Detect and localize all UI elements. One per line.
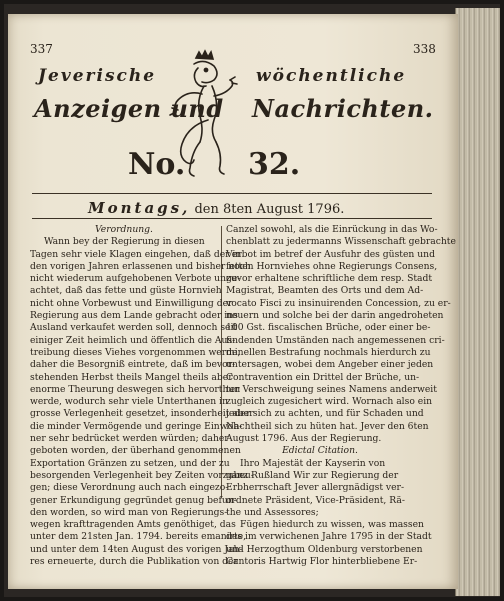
right-column-line: ordnete Präsident, Vice-Präsident, Rä- <box>226 494 405 506</box>
left-column-line: Ausland verkaufet werden soll, dennoch seit <box>30 322 238 334</box>
right-column-line: August 1796. Aus der Regierung. <box>226 433 382 445</box>
right-column-line: Contravention ein Drittel der Brüche, un- <box>226 371 420 383</box>
right-column-line: Erbherrschaft Jever allergnädigst ver- <box>226 482 405 494</box>
left-column-line: res erneuerte, durch die Publikation von der <box>30 556 238 568</box>
left-column-line: wegen krafttragenden Amts genöthiget, das <box>30 519 236 531</box>
left-column-line: treibung dieses Viehes vorgenommen werde, <box>30 346 241 358</box>
right-column-line: Edictal Citation. <box>282 445 358 457</box>
left-column-line: die minder Vermögende und geringe Einwoh- <box>30 420 243 432</box>
left-column-line: Tagen sehr viele Klagen eingehen, daß der in <box>30 248 242 260</box>
rule-bottom <box>32 218 432 219</box>
right-column-line: ter Verschweigung seines Namens anderweit <box>226 383 437 395</box>
right-column-line: Cantoris Hartwig Flor hinterbliebene Er- <box>226 556 418 568</box>
page-number-left: 337 <box>30 42 53 56</box>
left-column-line: enorme Theurung deswegen sich hervorthun <box>30 383 241 395</box>
left-column-line: den worden, so wird man von Regierungs- <box>30 506 228 518</box>
left-column-line: Exportation Gränzen zu setzen, und der zu <box>30 457 230 469</box>
left-column-line: stehenden Herbst theils Mangel theils aber <box>30 371 233 383</box>
left-column-line: werde, wodurch sehr viele Unterthanen in <box>30 396 228 408</box>
masthead-line1-left: Jeverische <box>38 66 157 86</box>
right-column-line: zugleich zugesichert wird. Wornach also ein <box>226 396 433 408</box>
right-column-line: Canzel sowohl, als die Einrückung in das Wo- <box>226 224 438 235</box>
right-column-line: zuvor erhaltene schriftliche dem resp. Stadt <box>226 273 433 285</box>
right-column-line: Verbot im betref der Ausfuhr des güsten und <box>226 248 435 260</box>
right-column-line: untersagen, wobei dem Angeber einer jeden <box>226 359 434 371</box>
issue-number-label: No. <box>128 147 186 182</box>
left-column-line: gen; diese Verordnung auch nach eingezo- <box>30 482 229 494</box>
right-column-line: ganz Rußland Wir zur Regierung der <box>226 469 399 481</box>
right-column <box>226 224 456 568</box>
right-column-line: the und Assessores; <box>226 506 319 518</box>
left-column-line: unter dem 21sten Jan. 1794. bereits emanirte, <box>30 531 247 543</box>
right-column-line: vocato Fisci zu insinuirenden Concession, zu er- <box>226 297 451 309</box>
newspaper-page <box>8 14 458 589</box>
right-column-line: 100 Gst. fiscalischen Brüche, oder einer be- <box>226 322 431 334</box>
left-column-line: einiger Zeit heimlich und öffentlich die Aus- <box>30 334 236 346</box>
left-column <box>30 224 254 568</box>
left-column-line: achtet, daß das fette und güste Hornvieh <box>30 285 222 297</box>
left-column-line: und unter dem 14ten August des vorigen Jah- <box>30 543 243 555</box>
right-column-line: und Herzogthum Oldenburg verstorbenen <box>226 543 423 555</box>
left-column-line: Wann bey der Regierung in diesen <box>44 236 205 248</box>
left-column-line: nicht ohne Vorbewust und Einwilligung der <box>30 297 233 309</box>
left-column-line: gener Erkundigung gegründet genug befun- <box>30 494 237 506</box>
left-column-line: grosse Verlegenheit gesetzet, insonderheit aber <box>30 408 254 420</box>
right-column-line: des im verwichenen Jahre 1795 in der Stadt <box>226 531 432 543</box>
masthead-line1-right: wöchentliche <box>256 66 407 86</box>
page-number-right: 338 <box>413 42 436 56</box>
dateline-day: Montags, <box>88 199 191 217</box>
right-column-line: Magistrat, Beamten des Orts und dem Ad- <box>226 285 424 297</box>
left-column-line: nicht wiederum aufgehobenen Verbote unge- <box>30 273 241 285</box>
left-column-line: ner sehr bedrücket werden würden; daher <box>30 433 229 445</box>
rule-top <box>32 193 432 194</box>
page-edges <box>455 8 500 596</box>
left-column-line: besorgenden Verlegenheit bey Zeiten vorzubeu- <box>30 469 254 481</box>
left-column-line: geboten worden, der überhand genommenen <box>30 445 241 457</box>
right-column-line: jeder sich zu achten, und für Schaden und <box>226 408 424 420</box>
dateline <box>88 199 344 217</box>
right-column-line: Nachtheil sich zu hüten hat. Jever den 6ten <box>226 420 429 432</box>
right-column-line: neuern und solche bei der darin angedroheten <box>226 310 444 322</box>
masthead-line2-left: Anzeigen und <box>34 94 224 123</box>
right-column-line: chenblatt zu jedermanns Wissenschaft gebrachte <box>226 236 456 248</box>
left-column-line: daher die Besorgniß eintrete, daß im bevor- <box>30 359 236 371</box>
masthead-line2-right: Nachrichten. <box>252 94 434 123</box>
left-column-line: den vorigen Jahren erlassenen und bisher noch <box>30 260 251 272</box>
left-column-line: Regierung aus dem Lande gebracht oder ins <box>30 310 238 322</box>
right-column-line: minellen Bestrafung nochmals hierdurch zu <box>226 346 431 358</box>
issue-number: 32. <box>248 147 301 182</box>
right-column-line: Ihro Majestät der Kayserin von <box>240 457 386 469</box>
right-column-line: Fügen hiedurch zu wissen, was massen <box>240 519 424 531</box>
right-column-line: fetten Hornviehes ohne Regierungs Consens, <box>226 260 438 272</box>
left-column-line: Verordnung. <box>95 224 153 235</box>
dateline-date: den 8ten August 1796. <box>194 202 345 217</box>
right-column-line: findenden Umständen nach angemessenen cri- <box>226 334 445 346</box>
